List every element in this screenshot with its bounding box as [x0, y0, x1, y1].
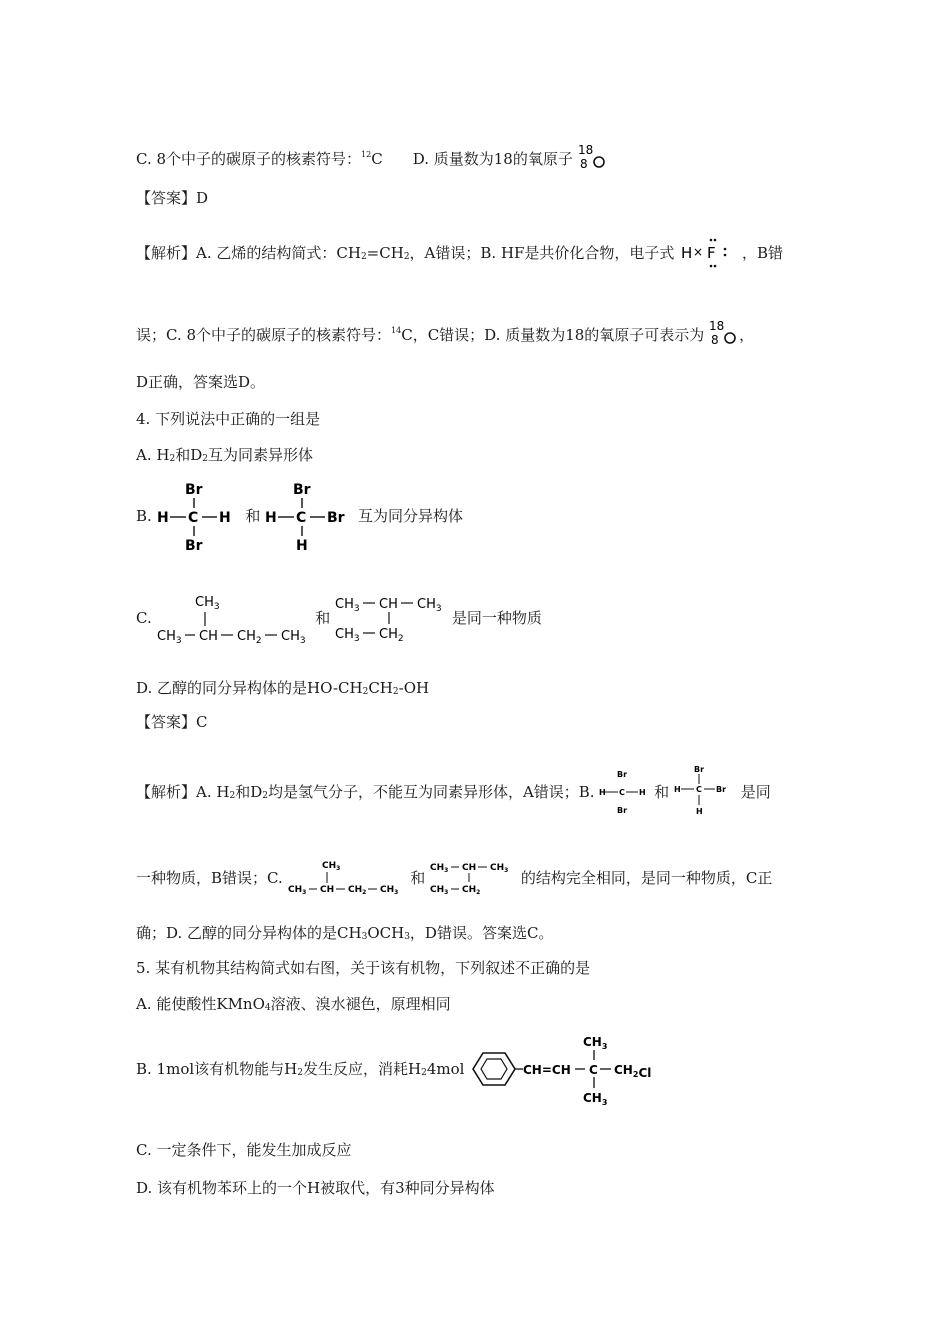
svg-text:CH: CH — [319, 885, 334, 895]
option-c-line: C. 8个中子的碳原子的核素符号：$^{12}$C D. 质量数为18的氧原子 18 8 — [136, 142, 608, 176]
small-structure-1 — [599, 767, 649, 817]
analysis-2-line-1: 【解析】A. $H_2$和$D_2$均是氢气分子，不能互为同素异形体，A错误；B. Br H C H Br 和 Br H C Br H 是同 — [136, 762, 771, 822]
svg-text:H: H — [681, 244, 693, 262]
svg-text:C: C — [589, 1063, 599, 1077]
q5-option-a: A. 能使酸性KMnO$_4$溶液、溴水褪色，原理相同 — [136, 995, 451, 1013]
svg-text:CH: CH — [379, 597, 398, 612]
svg-text:18: 18 — [709, 319, 725, 333]
analysis-1-line-2: 误；C. 8个中子的碳原子的核素符号：$^{14}$C，C错误；D. 质量数为18的氧原子可表示为 18 8 ， — [136, 318, 754, 352]
svg-text:CH3: $CH_3$ — [194, 595, 220, 612]
svg-text:CH3: $CH_3$ — [335, 597, 360, 614]
svg-text:C: C — [296, 510, 307, 526]
q4-option-d: D. 乙醇的同分异构体的是$HO-CH_2CH_2-OH$ — [136, 679, 430, 697]
answer-1: 【答案】D — [136, 189, 209, 207]
oxygen-18-symbol — [578, 142, 608, 176]
svg-text:CH3: $CH_3$ — [490, 863, 509, 874]
answer-2: 【答案】C — [136, 713, 208, 731]
q4-option-a: A. $H_2$和$D_2$互为同素异形体 — [136, 446, 313, 464]
isopentane-structure-2 — [335, 590, 447, 646]
q5-option-c: C. 一定条件下，能发生加成反应 — [136, 1141, 352, 1159]
oxygen-18-symbol — [709, 318, 739, 352]
q4-option-b: B. Br H C H Br 和 Br H C Br H 互为同分异构体 — [136, 478, 463, 554]
svg-text:H: H — [695, 807, 703, 816]
svg-text:CH: CH — [198, 629, 218, 644]
hf-electron-formula — [679, 236, 737, 270]
q4-option-c: C. $CH_3$ $CH_3$ CH $CH_2$ $CH_3$ 和 $CH_3$ CH $CH_3$ $CH_3$ $CH_2$ 是同一种物质 — [136, 590, 542, 646]
svg-text:Br: Br — [693, 765, 704, 774]
svg-text:C: C — [187, 510, 198, 526]
svg-text:C: C — [619, 788, 626, 797]
svg-text:Br: Br — [184, 538, 203, 554]
svg-text:F: F — [707, 244, 716, 262]
svg-text:CH3: $CH_3$ — [430, 885, 449, 896]
svg-text:CH2Cl: $CH_2Cl$ — [614, 1063, 652, 1080]
dibromomethane-structure-1 — [157, 478, 241, 554]
svg-text:CH2: $CH_2$ — [462, 885, 481, 896]
svg-text:CH3: $CH_3$ — [280, 629, 306, 646]
analysis-1-line-1: 【解析】A. 乙烯的结构简式：$CH_2=CH_2$，A错误；B. HF是共价化合物，电子式 H × F ，B错 — [136, 236, 783, 270]
svg-text:H: H — [673, 785, 681, 794]
svg-text:Br: Br — [617, 770, 628, 779]
svg-text:H: H — [156, 510, 169, 526]
isopentane-structure-1 — [157, 590, 311, 646]
svg-text:8: 8 — [711, 333, 719, 347]
analysis-2-line-2: 一种物质，B错误；C. $CH_3$ $CH_3$ CH $CH_2$ $CH_3$ 和 $CH_3$ CH $CH_3$ $CH_3$ $CH_2$ 的结构完全相同，是同一种物质，C正 — [136, 858, 772, 898]
svg-text:CH2: $CH_2$ — [379, 627, 404, 644]
svg-text:H: H — [599, 788, 607, 797]
svg-text:CH3: $CH_3$ — [321, 861, 340, 872]
svg-text:Br: Br — [715, 785, 726, 794]
svg-text:H: H — [639, 788, 647, 797]
svg-text:8: 8 — [579, 157, 588, 171]
question-5-stem: 5. 某有机物其结构简式如右图，关于该有机物，下列叙述不正确的是 — [136, 959, 591, 977]
svg-text:CH2: $CH_2$ — [236, 629, 262, 646]
styryl-chloride-structure — [469, 1032, 659, 1106]
small-structure-2 — [674, 762, 736, 822]
svg-text:Br: Br — [184, 482, 203, 498]
svg-text:CH3: $CH_3$ — [583, 1035, 608, 1051]
analysis-2-line-3: 确；D. 乙醇的同分异构体的是$CH_3OCH_3$，D错误。答案选C。 — [136, 924, 554, 942]
svg-text:H: H — [265, 510, 277, 526]
analysis-1-line-3: D正确，答案选D。 — [136, 373, 266, 391]
svg-text:CH: CH — [462, 863, 477, 873]
svg-text:H: H — [218, 510, 231, 526]
svg-text:CH3: $CH_3$ — [287, 885, 306, 896]
svg-text:CH3: $CH_3$ — [156, 629, 182, 646]
svg-text:Br: Br — [327, 510, 345, 526]
svg-text:CH3: $CH_3$ — [417, 597, 442, 614]
svg-text:18: 18 — [577, 143, 593, 157]
svg-text:CH3: $CH_3$ — [335, 627, 360, 644]
svg-text:CH3: $CH_3$ — [583, 1091, 608, 1106]
svg-text:CH=CH: CH=CH — [523, 1063, 571, 1077]
small-isopentane-1 — [288, 858, 406, 898]
svg-text:C: C — [695, 785, 702, 794]
svg-text:×: × — [693, 245, 704, 259]
svg-text:CH3: $CH_3$ — [430, 863, 449, 874]
svg-text:Br: Br — [293, 482, 311, 498]
dibromomethane-structure-2 — [265, 478, 353, 554]
question-4-stem: 4. 下列说法中正确的一组是 — [136, 410, 321, 428]
svg-text:CH3: $CH_3$ — [379, 885, 398, 896]
svg-text:Br: Br — [617, 806, 628, 815]
q5-option-b: B. 1mol该有机物能与$H_2$发生反应，消耗$H_24mol$ CH=CH $CH_3$ C $CH_2Cl$ $CH_3$ — [136, 1032, 659, 1106]
small-isopentane-2 — [430, 858, 516, 898]
svg-text:CH2: $CH_2$ — [347, 885, 366, 896]
svg-text:H: H — [296, 538, 308, 554]
q5-option-d: D. 该有机物苯环上的一个H被取代，有3种同分异构体 — [136, 1179, 495, 1197]
